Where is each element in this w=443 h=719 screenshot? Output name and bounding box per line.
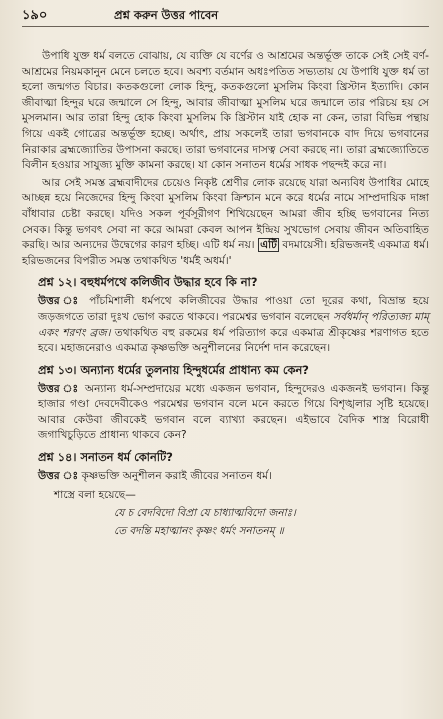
answer-text: পাঁচমিশালী ধর্মপথে কলিজীবের উদ্ধার পাওয়া তো দূরের কথা, বিভ্রান্ত হয়ে জড়জগতে তারা দুঃখ ভোগ করতে থাকবে। পরমেশ্বর ভগবান বলেছেন bbox=[38, 295, 429, 323]
answer-13 bbox=[22, 382, 429, 444]
question-14-heading: প্রশ্ন ১৪। সনাতন ধর্ম কোনটি? bbox=[38, 450, 173, 465]
question-12-heading: প্রশ্ন ১২। বহুধর্মপথে কলিজীব উদ্ধার হবে কি না? bbox=[38, 275, 258, 290]
boxed-word: এটি bbox=[260, 239, 277, 252]
page-number: ১৯০ bbox=[22, 8, 48, 23]
answer-label: উত্তর ঃ bbox=[38, 295, 82, 308]
gita-quote: সর্বধর্মান্ পরিত্যজ্য মাম্ একং শরণং ব্রজ। bbox=[38, 310, 429, 339]
paragraph-upadhi-dharma: উপাধি যুক্ত ধর্ম বলতে বোঝায়, যে ব্যক্তি যে বর্ণের ও আশ্রমের অন্তর্ভূক্ত তাকে সেই সেই বর্ণ-আশ্রমের নিয়মকানুন মেনে চলতে হবে। অবশ্য বর্তমান অধঃপতিত সভ্যতায় যে উপাধি যুক্ত ধর্ম তা হলো জন্মগত বিচার। কতকগুলো লোক হিন্দু, কতকগুলো মুসলিম কিংবা খ্রিস্টান ইত্যাদি। কোন জীবাত্মা হিন্দুর ঘরে জন্মালে সে হিন্দু, আবার জীবাত্মা মুসলিম ঘরে জন্মালে তার পরিচয় হয় সে মুসলমান। আর তারা হিন্দু হোক কিংবা মুসলিম কি খ্রিস্টান যাই হোক না কেন, তারা বিভিন্ন পন্থায় গিয়ে একই গোত্রের অন্তর্ভূক্ত হচ্ছে। অর্থাৎ, প্রায় সকলেই তারা ভগবানকে বাদ দিয়ে ভগবানের নিরাকার ব্রহ্মজ্যোতির উপাসনা করছে। তারা ভগবানের দাসত্ব সেবা করছে না। তারা ব্রহ্মজ্যোতিতে বিলীন হওয়ার সাযুজ্য মুক্তি কামনা করছে। যা কোন সনাতন ধর্মের সাধক পছন্দই করে না। bbox=[22, 50, 429, 172]
answer-12 bbox=[22, 294, 429, 356]
sanskrit-verse-line-2: তে বদন্তি মহাত্মানং কৃষ্ণং ধর্মং সনাতনম্ ॥ bbox=[114, 525, 284, 538]
answer-label: উত্তর ঃ bbox=[38, 470, 79, 483]
shastra-intro: শাস্ত্রে বলা হয়েছে— bbox=[54, 488, 136, 501]
paragraph-brahmavadi bbox=[22, 176, 429, 270]
answer-text: অন্যান্য ধর্ম-সম্প্রদায়ের মধ্যে একজন ভগবান, হিন্দুদেরও একজনই ভগবান। কিন্তু হাজার গণ্ডা দেবদেবীকেও পরমেশ্বর ভগবান বলে মনে করতে গিয়ে বিশৃঙ্খলার সৃষ্টি হয়েছে। আবার কেউবা জীবকেই ভগবান বলে ব্যাখ্যা করছেন। এইভাবে বৈদিক শাস্ত্র বিরোধী জগাখিচুড়িতে প্রাধান্য থাকবে কেন? bbox=[38, 382, 429, 442]
answer-label: উত্তর ঃ bbox=[38, 382, 80, 395]
running-title: প্রশ্ন করুন উত্তর পাবেন bbox=[114, 8, 219, 22]
paragraph-text: বদমায়েসী। হরিভজনই একমাত্র ধর্ম। হরিভজনের বিপরীত সমস্ত তথাকথিত 'ধর্মই অধর্ম।' bbox=[22, 239, 429, 267]
answer-14 bbox=[22, 469, 429, 485]
paragraph-text: আর সেই সমস্ত ব্রহ্মবাদীদের চেয়েও নিকৃষ্ট শ্রেণীর লোক রয়েছে যারা অন্যবিধ উপাধির মোহে আচ্ছন্ন হয়ে নিজেদের হিন্দু কিংবা মুসলিম কিংবা ক্রিশ্চান মনে করে ধর্মের নামে সাম্প্রদায়িক দাঙ্গা বাঁধাবার চেষ্টা করছে। যদিও সকল পূর্বসূরীগণ শিখিয়েছেন আমরা জীব হচ্ছি ভগবানের নিত্য সেবক। কিন্তু ভগবৎ সেবা না করে আমরা কেবল আপন ইন্দ্রিয় সুখভোগ সেবায় জীবন অতিবাহিত করছি। আর অন্যদের উদ্বেগের কারণ হচ্ছি। এটি ধর্ম নয়। bbox=[22, 176, 429, 252]
running-header bbox=[22, 6, 429, 27]
answer-text: তথাকথিত বহু রকমের ধর্ম পরিত্যাগ করে একমাত্র শ্রীকৃষ্ণের শরণাগত হতে হবে। মহাজনেরাও একমাত্র কৃষ্ণভক্তি অনুশীলনের নির্দেশ দান করেছেন। bbox=[38, 326, 429, 355]
question-13-heading: প্রশ্ন ১৩। অন্যান্য ধর্মের তুলনায় হিন্দুধর্মের প্রাধান্য কম কেন? bbox=[38, 362, 309, 377]
answer-text: কৃষ্ণভক্তি অনুশীলন করাই জীবের সনাতন ধর্ম। bbox=[81, 470, 272, 483]
sanskrit-verse-line-1: যে চ বেদবিদো বিপ্রা যে চাধ্যাত্মবিদো জনাঃ। bbox=[114, 507, 296, 520]
